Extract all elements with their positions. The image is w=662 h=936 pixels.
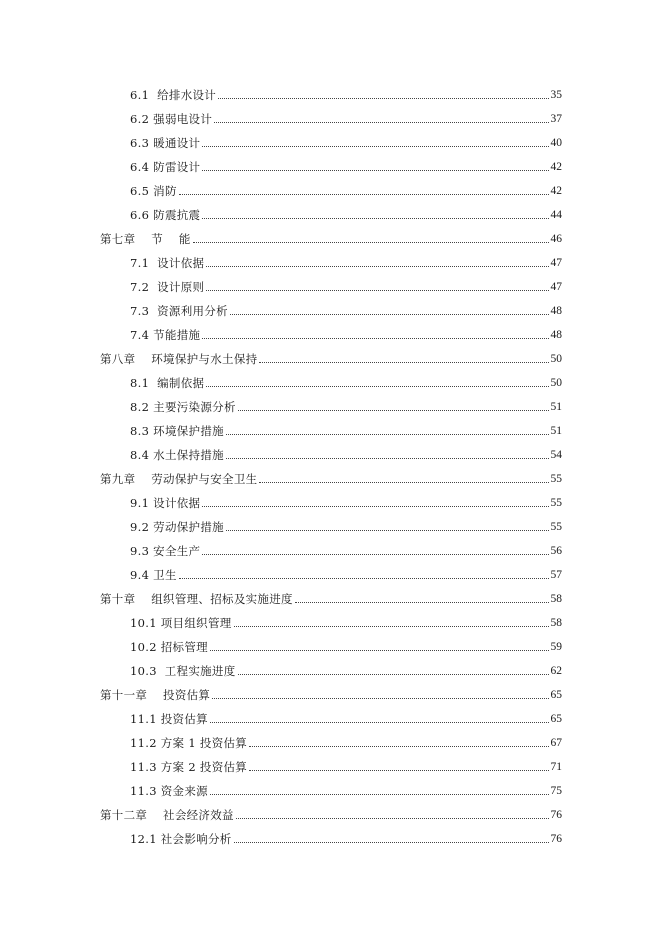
toc-entry-label: 11.3 方案 2 投资估算 bbox=[130, 760, 248, 774]
toc-dot-leader bbox=[193, 241, 549, 243]
toc-dot-leader bbox=[212, 697, 548, 699]
toc-section-entry[interactable] bbox=[100, 750, 562, 774]
toc-dot-leader bbox=[226, 433, 549, 435]
toc-entry-label: 第十一章 投资估算 bbox=[100, 688, 211, 702]
toc-entry-label: 8.3 环境保护措施 bbox=[130, 424, 224, 438]
toc-section-entry[interactable] bbox=[100, 822, 562, 846]
table-of-contents bbox=[100, 78, 562, 846]
toc-dot-leader bbox=[202, 505, 548, 507]
toc-page-number: 48 bbox=[550, 329, 562, 341]
toc-section-entry[interactable] bbox=[100, 486, 562, 510]
toc-dot-leader bbox=[226, 457, 549, 459]
toc-page-number: 55 bbox=[550, 497, 562, 509]
toc-dot-leader bbox=[249, 745, 548, 747]
toc-page-number: 65 bbox=[550, 689, 562, 701]
toc-entry-label: 7.4 节能措施 bbox=[130, 328, 201, 342]
toc-entry-label: 11.1 投资估算 bbox=[130, 712, 208, 726]
toc-section-entry[interactable] bbox=[100, 630, 562, 654]
toc-chapter-entry[interactable] bbox=[100, 798, 562, 822]
toc-entry-label: 第八章 环境保护与水土保持 bbox=[100, 352, 258, 366]
toc-page-number: 58 bbox=[550, 593, 562, 605]
toc-section-entry[interactable] bbox=[100, 606, 562, 630]
toc-section-entry[interactable] bbox=[100, 150, 562, 174]
toc-chapter-entry[interactable] bbox=[100, 222, 562, 246]
toc-page-number: 47 bbox=[550, 281, 562, 293]
toc-page-number: 51 bbox=[550, 425, 562, 437]
toc-dot-leader bbox=[214, 121, 548, 123]
toc-page-number: 55 bbox=[550, 521, 562, 533]
toc-section-entry[interactable] bbox=[100, 438, 562, 462]
toc-dot-leader bbox=[179, 577, 549, 579]
toc-page-number: 37 bbox=[550, 113, 562, 125]
toc-page-number: 47 bbox=[550, 257, 562, 269]
toc-chapter-entry[interactable] bbox=[100, 342, 562, 366]
toc-page-number: 76 bbox=[550, 809, 562, 821]
toc-dot-leader bbox=[249, 769, 548, 771]
toc-section-entry[interactable] bbox=[100, 198, 562, 222]
toc-entry-label: 11.3 资金来源 bbox=[130, 784, 208, 798]
toc-dot-leader bbox=[202, 145, 548, 147]
toc-entry-label: 第十二章 社会经济效益 bbox=[100, 808, 234, 822]
toc-dot-leader bbox=[226, 529, 549, 531]
toc-page-number: 42 bbox=[550, 161, 562, 173]
toc-entry-label: 6.1 给排水设计 bbox=[130, 88, 217, 102]
toc-page-number: 67 bbox=[550, 737, 562, 749]
toc-chapter-entry[interactable] bbox=[100, 462, 562, 486]
toc-entry-label: 第十章 组织管理、招标及实施进度 bbox=[100, 592, 293, 606]
toc-dot-leader bbox=[238, 673, 549, 675]
toc-page-number: 48 bbox=[550, 305, 562, 317]
toc-section-entry[interactable] bbox=[100, 78, 562, 102]
toc-entry-label: 6.2 强弱电设计 bbox=[130, 112, 213, 126]
toc-dot-leader bbox=[206, 289, 548, 291]
toc-section-entry[interactable] bbox=[100, 558, 562, 582]
toc-entry-label: 9.1 设计依据 bbox=[130, 496, 201, 510]
toc-dot-leader bbox=[202, 553, 548, 555]
toc-dot-leader bbox=[202, 217, 548, 219]
toc-page-number: 55 bbox=[550, 473, 562, 485]
toc-section-entry[interactable] bbox=[100, 174, 562, 198]
toc-entry-label: 10.3 工程实施进度 bbox=[130, 664, 236, 678]
toc-dot-leader bbox=[234, 841, 549, 843]
toc-section-entry[interactable] bbox=[100, 534, 562, 558]
toc-page-number: 42 bbox=[550, 185, 562, 197]
toc-page-number: 76 bbox=[550, 833, 562, 845]
toc-entry-label: 9.4 卫生 bbox=[130, 568, 177, 582]
toc-dot-leader bbox=[206, 265, 548, 267]
toc-entry-label: 7.2 设计原则 bbox=[130, 280, 205, 294]
toc-page-number: 58 bbox=[550, 617, 562, 629]
toc-chapter-entry[interactable] bbox=[100, 582, 562, 606]
toc-page-number: 44 bbox=[550, 209, 562, 221]
toc-page-number: 35 bbox=[550, 89, 562, 101]
toc-dot-leader bbox=[210, 793, 549, 795]
toc-page-number: 51 bbox=[550, 401, 562, 413]
toc-page-number: 50 bbox=[550, 353, 562, 365]
toc-dot-leader bbox=[210, 721, 549, 723]
toc-dot-leader bbox=[234, 625, 549, 627]
toc-entry-label: 7.1 设计依据 bbox=[130, 256, 205, 270]
toc-dot-leader bbox=[259, 361, 548, 363]
toc-entry-label: 10.1 项目组织管理 bbox=[130, 616, 232, 630]
toc-section-entry[interactable] bbox=[100, 294, 562, 318]
toc-page-number: 75 bbox=[550, 785, 562, 797]
toc-section-entry[interactable] bbox=[100, 270, 562, 294]
toc-section-entry[interactable] bbox=[100, 366, 562, 390]
toc-entry-label: 6.6 防震抗震 bbox=[130, 208, 201, 222]
toc-entry-label: 6.4 防雷设计 bbox=[130, 160, 201, 174]
toc-dot-leader bbox=[259, 481, 548, 483]
toc-page-number: 40 bbox=[550, 137, 562, 149]
toc-section-entry[interactable] bbox=[100, 126, 562, 150]
toc-chapter-entry[interactable] bbox=[100, 678, 562, 702]
toc-entry-label: 8.4 水土保持措施 bbox=[130, 448, 224, 462]
toc-entry-label: 8.2 主要污染源分析 bbox=[130, 400, 236, 414]
toc-page-number: 46 bbox=[550, 233, 562, 245]
toc-page-number: 71 bbox=[550, 761, 562, 773]
toc-page-number: 57 bbox=[550, 569, 562, 581]
toc-section-entry[interactable] bbox=[100, 318, 562, 342]
toc-entry-label: 9.3 安全生产 bbox=[130, 544, 201, 558]
toc-dot-leader bbox=[210, 649, 549, 651]
toc-entry-label: 11.2 方案 1 投资估算 bbox=[130, 736, 248, 750]
toc-page-number: 65 bbox=[550, 713, 562, 725]
toc-entry-label: 9.2 劳动保护措施 bbox=[130, 520, 224, 534]
toc-section-entry[interactable] bbox=[100, 510, 562, 534]
toc-section-entry[interactable] bbox=[100, 726, 562, 750]
toc-section-entry[interactable] bbox=[100, 102, 562, 126]
toc-entry-label: 6.3 暖通设计 bbox=[130, 136, 201, 150]
toc-section-entry[interactable] bbox=[100, 654, 562, 678]
toc-dot-leader bbox=[202, 169, 548, 171]
toc-dot-leader bbox=[238, 409, 549, 411]
toc-dot-leader bbox=[202, 337, 548, 339]
toc-dot-leader bbox=[236, 817, 549, 819]
toc-entry-label: 第七章 节 能 bbox=[100, 232, 191, 246]
toc-page-number: 56 bbox=[550, 545, 562, 557]
toc-entry-label: 6.5 消防 bbox=[130, 184, 177, 198]
toc-section-entry[interactable] bbox=[100, 702, 562, 726]
toc-dot-leader bbox=[230, 313, 549, 315]
toc-entry-label: 10.2 招标管理 bbox=[130, 640, 208, 654]
toc-page-number: 62 bbox=[550, 665, 562, 677]
toc-dot-leader bbox=[295, 601, 549, 603]
toc-section-entry[interactable] bbox=[100, 390, 562, 414]
toc-page-number: 59 bbox=[550, 641, 562, 653]
toc-section-entry[interactable] bbox=[100, 774, 562, 798]
toc-section-entry[interactable] bbox=[100, 414, 562, 438]
toc-section-entry[interactable] bbox=[100, 246, 562, 270]
toc-dot-leader bbox=[179, 193, 549, 195]
toc-entry-label: 第九章 劳动保护与安全卫生 bbox=[100, 472, 258, 486]
toc-dot-leader bbox=[206, 385, 548, 387]
toc-page-number: 54 bbox=[550, 449, 562, 461]
toc-entry-label: 7.3 资源利用分析 bbox=[130, 304, 228, 318]
toc-entry-label: 12.1 社会影响分析 bbox=[130, 832, 232, 846]
toc-entry-label: 8.1 编制依据 bbox=[130, 376, 205, 390]
toc-page-number: 50 bbox=[550, 377, 562, 389]
toc-dot-leader bbox=[218, 97, 548, 99]
